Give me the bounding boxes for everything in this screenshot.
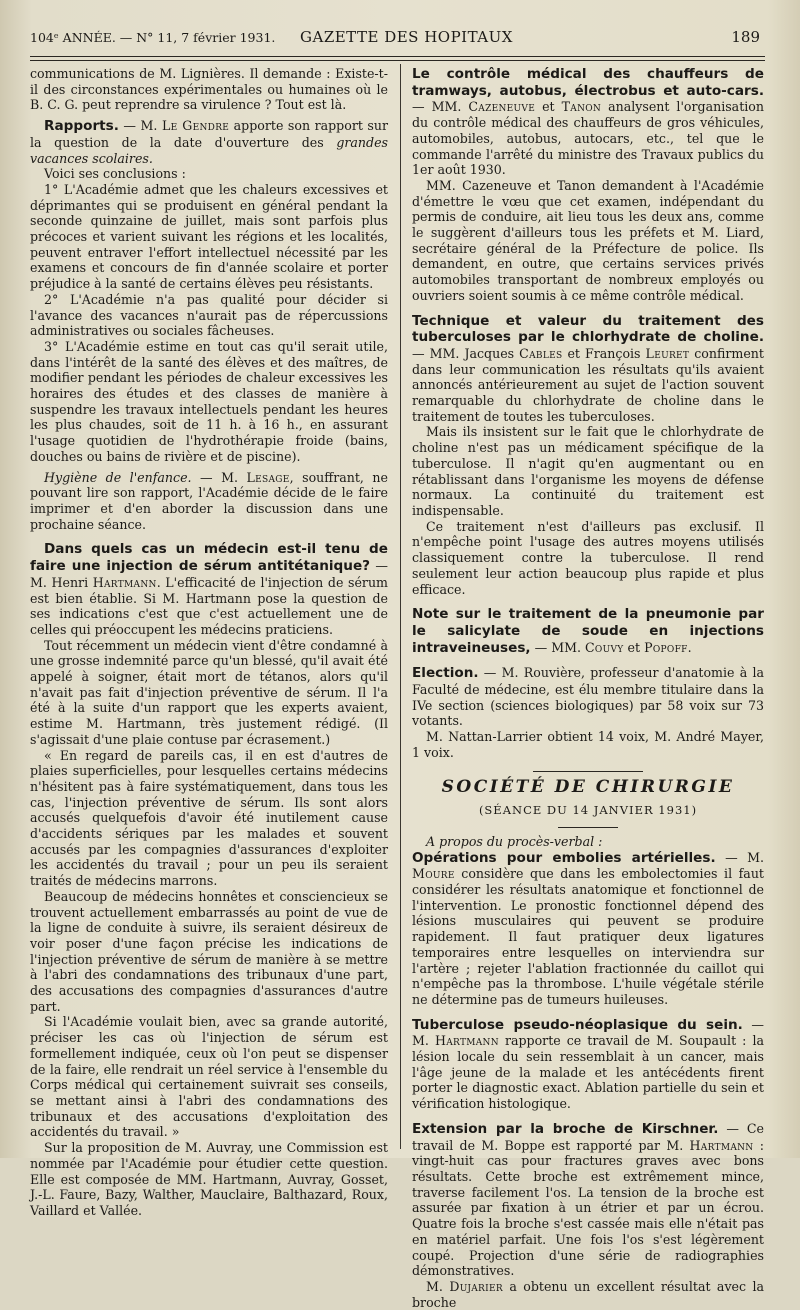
paragraph: 3° L'Académie estime en tout cas qu'il serait utile, dans l'intérêt de la santé des élèves et des maîtres, de modifier pendant les périodes de chaleur excessives les horaires des études et des classes de manière à suspendre les travaux intellectuels pendant les heures les plus chaudes, soit de 11 h. à 16 h., en assurant l'usage quotidien de l'hydrothérapie froide (bains, douches ou bains de rivière et de piscine). [30, 338, 388, 464]
page-header [30, 28, 760, 50]
subheading: Note sur le traitement de la pneumonie par le salicylate de soude en injections intraveineuses, [412, 606, 764, 656]
paragraph-rapports: Rapports. — M. Le Gendre apporte son rapport sur la question de la date d'ouverture des grandes vacances scolaires. [30, 118, 389, 166]
subheading: Le contrôle médical des chauffeurs de tramways, autobus, électrobus et auto-cars. [412, 66, 764, 99]
subheading: Rapports. [44, 118, 119, 135]
paragraph: M. Nattan-Larrier obtient 14 voix, M. André Mayer, 1 voix. [412, 729, 764, 760]
page-number: 189 [731, 28, 760, 46]
subheading: Tuberculose pseudo-néoplasique du sein. [412, 1016, 743, 1033]
author-name: Cazeneuve [468, 99, 536, 115]
paragraph: Si l'Académie voulait bien, avec sa grande autorité, préciser les cas où l'injection de sérum est formellement indiquée, ceux où l'on peut se dispenser de la faire, elle rendrait un réel service à l'ensemble du Corps médical qui certainement suivrait ses conseils, se mettant ainsi à l'abri des condamnations des tribunaux et des accusations d'exploitation des accidentés du travail. » [30, 1014, 388, 1140]
section-rule [533, 771, 643, 772]
author-name: Le Gendre [161, 118, 230, 134]
subheading: Election. [412, 665, 479, 682]
right-column [412, 66, 764, 1310]
author-name: Lesage [246, 469, 290, 485]
paragraph-election: Election. — M. Rouvière, professeur d'anatomie à la Faculté de médecine, est élu membre titulaire dans la IVe section (sciences biologiques) par 58 voix sur 73 votants. [412, 665, 764, 729]
author-name: Leuret [645, 345, 690, 361]
subheading: Extension par la broche de Kirschner. [412, 1120, 719, 1137]
subheading: Dans quels cas un médecin est-il tenu de faire une injection de sérum antitétanique? [30, 541, 388, 575]
paragraph-hygiene: Hygiène de l'enfance. — M. Lesage, souffrant, ne pouvant lire son rapport, l'Académie décide de le faire imprimer et d'en aborder la discussion dans une prochaine séance. [30, 469, 388, 532]
paragraph: Sur la proposition de M. Auvray, une Commission est nommée par l'Académie pour étudier cette question. Elle est composée de MM. Hartmann, Auvray, Gosset, J.-L. Faure, Bazy, Walther, Mauclaire, Balthazard, Roux, Vaillard et Vallée. [30, 1140, 388, 1218]
short-rule [558, 827, 618, 828]
subheading: Opérations pour embolies artérielles. [412, 849, 716, 866]
paragraph: MM. Cazeneuve et Tanon demandent à l'Académie d'émettre le vœu que cet examen, indépendant du permis de conduire, ait lieu tous les deux ans, comme le suggèrent d'ailleurs tous les préfets et M. Liard, secrétaire général de la Préfecture de police. Ils demandent, en outre, que certains services privés automobiles transportant de nombreux employés ou ouvriers soient soumis à ce même contrôle médical. [412, 177, 764, 303]
section-subtitle: (SÉANCE DU 14 JANVIER 1931) [478, 803, 698, 818]
paragraph: 2° L'Académie n'a pas qualité pour décider si l'avance des vacances n'aurait pas de répercussions administratives ou sociales fâcheuses. [30, 291, 388, 339]
author-name: Cables [519, 345, 563, 361]
paragraph: Tout récemment un médecin vient d'être condamné à une grosse indemnité parce qu'un blessé, qu'il avait été appelé à soigner, était mort de tétanos, alors qu'il n'avait pas fait d'injection préventive de sérum. Il l'a été à la suite d'un rapport que les experts avaient, estime M. Hartmann, très justement rédigé. (Il s'agissait d'une plaie contuse par écrasement.) [30, 637, 388, 747]
author-name: Couvy [585, 639, 624, 655]
subheading-italic: Hygiène de l'enfance. [44, 469, 192, 485]
author-name: Hartmann [689, 1137, 754, 1153]
paragraph-choline: Technique et valeur du traitement des tuberculoses par le chlorhydrate de choline. — MM. Jacques Cables et François Leuret confirment dans leur communication les résultats qu'ils avaient annoncés antérieurement au sujet de l'action souvent remarquable du chlorhydrate de choline dans le traitement de toutes les tuberculoses. [412, 312, 764, 424]
paragraph: communications de M. Lignières. Il demande : Existe-t-il des circonstances expérimentales ou humaines où le B. C. G. peut reprendre sa virulence ? Tout est là. [30, 66, 388, 113]
column-divider [400, 64, 401, 1149]
author-name: Tanon [561, 99, 602, 115]
paragraph: Beaucoup de médecins honnêtes et consciencieux se trouvent actuellement embarrassés au point de vue de la ligne de conduite à suivre, ils seraient désireux de voir poser d'une façon précise les indications de l'injection préventive de sérum de manière à se mettre à l'abri des condamnations des tribunaux d'une part, des accusations des compagnies d'assurances d'autre part. [30, 888, 388, 1014]
journal-title: GAZETTE DES HOPITAUX [300, 28, 513, 46]
author-name: Hartmann [92, 574, 157, 590]
section-title: SOCIÉTÉ DE CHIRURGIE [441, 776, 735, 797]
left-column [30, 66, 389, 1218]
paragraph: 1° L'Académie admet que les chaleurs excessives et déprimantes qui se produisent en général pendant la seconde quinzaine de juillet, mais sont parfois plus précoces et varient suivant les régions et les localités, peuvent entraver l'effort intellectuel nécessité par les examens et concours de fin d'année scolaire et porter préjudice à la santé de certains élèves peu résistants. [30, 181, 388, 292]
paragraph: « En regard de pareils cas, il en est d'autres de plaies superficielles, pour lesquelles certains médecins n'hésitent pas à faire systématiquement, dans tous les cas, l'injection préventive de sérum. Ils sont alors accusés quelquefois d'avoir été inutilement cause d'accidents sériques par les malades et souvent accusés par les compagnies d'assurances d'exploiter les accidentés du travail ; pour un peu ils seraient traités de médecins marrons. [30, 747, 388, 889]
paragraph-dujarier: M. Dujarier a obtenu un excellent résultat avec la broche [412, 1278, 764, 1310]
paragraph-kirschner: Extension par la broche de Kirschner. — Ce travail de M. Boppe est rapporté par M. Hartmann : vingt-huit cas pour fractures graves avec bons résultats. Cette broche est extrêmement mince, traverse facilement l'os. La tension de la broche est assurée par fixation à un étrier et par un écrou. Quatre fois la broche s'est cassée mais elle n'était pas en matériel parfait. Une fois l'os s'est légèrement coupé. Projection d'une série de radiographies démonstratives. [412, 1120, 764, 1279]
subheading: Technique et valeur du traitement des tuberculoses par le chlorhydrate de choline. [412, 312, 764, 346]
paragraph-embolies: Opérations pour embolies artérielles. — M. Moure considère que dans les embolectomies il faut considérer les résultats anatomique et fonctionnel de l'intervention. Le pronostic fonctionnel dépend des lésions musculaires qui peuvent se produire rapidement. Il faut pratiquer deux ligatures temporaires entre lesquelles on interviendra sur l'artère ; rejeter l'ablation fractionnée du caillot qui n'empêche pas la thrombose. L'huile végétale stérile ne détermine pas de tumeurs huileuses. [412, 849, 764, 1007]
paragraph-pneumonie: Note sur le traitement de la pneumonie par le salicylate de soude en injections intraveineuses, — MM. Couvy et Popoff. [412, 606, 764, 656]
proces-verbal-label: A propos du procès-verbal : [426, 833, 603, 849]
author-name: Moure [412, 866, 455, 882]
paragraph-serum: Dans quels cas un médecin est-il tenu de faire une injection de sérum antitétanique? — M. Henri Hartmann. L'efficacité de l'injection de sérum est bien établie. Si M. Hartmann pose la question de ses indications c'est que c'est actuellement une de celles qui préoccupent les médecins praticiens. [30, 541, 388, 637]
paragraph: Ce traitement n'est d'ailleurs pas exclusif. Il n'empêche point l'usage des autres moyens utilisés classiquement contre la tuberculose. Il rend seulement leur action beaucoup plus rapide et plus efficace. [412, 518, 764, 597]
author-name: Dujarier [449, 1278, 503, 1294]
paragraph: Voici ses conclusions : [44, 166, 186, 182]
issue-info: 104ᵉ ANNÉE. — N° 11, 7 février 1931. [30, 30, 276, 45]
header-rule [30, 56, 765, 57]
author-name: Popoff [644, 639, 688, 655]
paragraph-controle: Le contrôle médical des chauffeurs de tramways, autobus, électrobus et auto-cars. — MM. Cazeneuve et Tanon analysent l'organisation du contrôle médical des chauffeurs de gros véhicules, automobiles, autobus, autocars, etc., tel que le commande l'arrêté du ministre des Travaux publics du 1er août 1930. [412, 66, 764, 178]
author-name: Hartmann [434, 1033, 499, 1049]
paragraph: Mais ils insistent sur le fait que le chlorhydrate de choline n'est pas un médicament spécifique de la tuberculose. Il n'agit qu'en augmentant ou en rétablissant dans l'organisme les moyens de défense normaux. La continuité du traitement est indispensable. [412, 424, 764, 518]
paragraph-tuberculose-sein: Tuberculose pseudo-néoplasique du sein. — M. Hartmann rapporte ce travail de M. Soupault : la lésion locale du sein ressemblait à un cancer, mais l'âge jeune de la malade et les antécédents firent porter le diagnostic exact. Ablation partielle du sein et vérification histologique. [412, 1016, 764, 1112]
header-rule-thin [30, 60, 765, 61]
